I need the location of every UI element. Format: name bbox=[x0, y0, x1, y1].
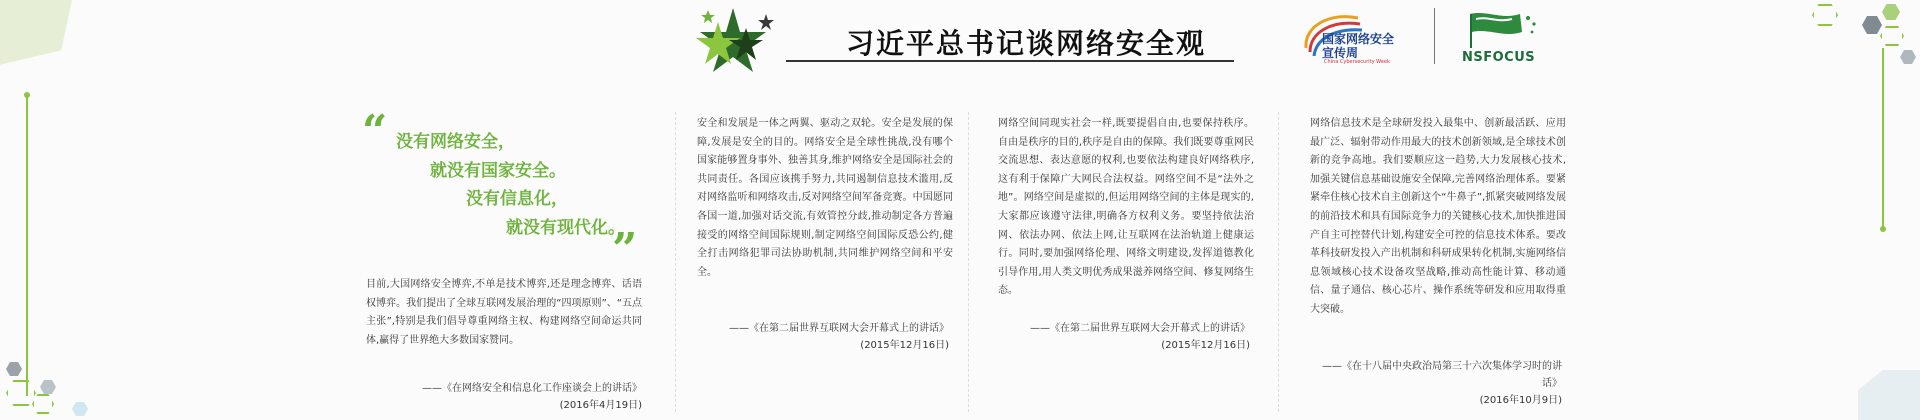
column-divider bbox=[968, 112, 969, 412]
left-vertical-line bbox=[26, 96, 28, 396]
column-divider bbox=[1278, 112, 1279, 412]
title-underline bbox=[786, 60, 1234, 62]
hexagon-outline-decoration bbox=[1812, 4, 1838, 26]
right-vertical-line bbox=[1882, 48, 1884, 228]
corner-decoration bbox=[1858, 370, 1920, 420]
column-4-source bbox=[1310, 358, 1562, 409]
source-date: (2016年4月19日) bbox=[559, 400, 642, 411]
column-3-text: 网络空间同现实社会一样,既要提倡自由,也要保持秩序。自由是秩序的目的,秩序是自由的保障。我们既要尊重网民交流思想、表达意愿的权利,也要依法构建良好网络秩序,这有利于保障广大网民合法权益。网络空间不是“法外之地”。网络空间是虚拟的,但运用网络空间的主体是现实的,大家都应该遵守法律,明确各方权利义务。要坚持依法治网、依法办网、依法上网,让互联网在法治轨道上健康运行。同时,要加强网络伦理、网络文明建设,发挥道德教化引导作用,用人类文明优秀成果滋养网络空间、修复网络生态。 bbox=[998, 118, 1254, 297]
source-date: (2015年12月16日) bbox=[1161, 340, 1250, 351]
quote-line: 没有信息化， bbox=[466, 189, 568, 209]
source-title: ——《在第二届世界互联网大会开幕式上的讲话》 bbox=[729, 323, 949, 334]
logo-divider bbox=[1434, 8, 1435, 64]
hexagon-outline-decoration bbox=[6, 380, 36, 406]
column-2-source bbox=[697, 320, 949, 354]
column-3-source bbox=[998, 320, 1250, 354]
source-title: ——《在第二届世界互联网大会开幕式上的讲话》 bbox=[1030, 323, 1250, 334]
corner-decoration bbox=[0, 0, 72, 72]
column-1-text: 目前,大国网络安全博弈,不单是技术博弈,还是理念博弈、话语权博弈。我们提出了全球互联网发展治理的“四项原则”、“五点主张”,特别是我们倡导尊重网络主权、构建网络空间命运共同体,赢得了世界绝大多数国家赞同。 bbox=[366, 279, 642, 346]
highlight-quote bbox=[364, 128, 625, 242]
quote-line: 没有网络安全， bbox=[396, 132, 515, 152]
quote-line: 就没有现代化。 bbox=[506, 217, 625, 238]
hexagon-outline-decoration bbox=[1880, 26, 1904, 46]
nsfocus-logo-text: NSFOCUS bbox=[1462, 50, 1536, 65]
page-title: 习近平总书记谈网络安全观 bbox=[846, 27, 1207, 60]
hexagon-decoration bbox=[1900, 50, 1916, 64]
source-title: ——《在十八届中央政治局第三十六次集体学习时的讲话》 bbox=[1322, 361, 1562, 389]
hexagon-decoration bbox=[72, 402, 88, 416]
column-4-text: 网络信息技术是全球研发投入最集中、创新最活跃、应用最广泛、辐射带动作用最大的技术创新领域,是全球技术创新的竞争高地。我们要顺应这一趋势,大力发展核心技术,加强关键信息基础设施安全保障,完善网络治理体系。要紧紧牵住核心技术自主创新这个“牛鼻子”,抓紧突破网络发展的前沿技术和具有国际竞争力的关键核心技术,加快推进国产自主可控替代计划,构建安全可控的信息技术体系。要改革科技研发投入产出机制和科研成果转化机制,实施网络信息领域核心技术设备攻坚战略,推动高性能计算、移动通信、量子通信、核心芯片、操作系统等研发和应用取得重大突破。 bbox=[1310, 118, 1566, 315]
hexagon-decoration bbox=[1862, 16, 1882, 34]
hexagon-decoration bbox=[1882, 4, 1900, 20]
logo-en-text: China Cybersecurity Week bbox=[1324, 59, 1390, 65]
column-1-source bbox=[366, 380, 642, 414]
column-2-text: 安全和发展是一体之两翼、驱动之双轮。安全是发展的保障,发展是安全的目的。网络安全是全球性挑战,没有哪个国家能够置身事外、独善其身,维护网络安全是国际社会的共同责任。各国应该携手努力,共同遏制信息技术滥用,反对网络监听和网络攻击,反对网络空间军备竞赛。中国愿同各国一道,加强对话交流,有效管控分歧,推动制定各方普遍接受的网络空间国际规则,制定网络空间国际反恐公约,健全打击网络犯罪司法协助机制,共同维护网络空间和平安全。 bbox=[697, 118, 953, 278]
hexagon-decoration bbox=[6, 362, 22, 376]
source-title: ——《在网络安全和信息化工作座谈会上的讲话》 bbox=[422, 383, 642, 394]
right-line-dot bbox=[1880, 226, 1886, 232]
quote-line: 就没有国家安全。 bbox=[430, 160, 566, 181]
source-date: (2015年12月16日) bbox=[860, 340, 949, 351]
source-date: (2016年10月9日) bbox=[1479, 395, 1562, 406]
quote-open-mark: “ bbox=[362, 106, 388, 157]
stars-logo-icon bbox=[688, 4, 778, 80]
quote-close-mark: ” bbox=[612, 224, 638, 275]
logo-cn-text: 国家网络安全 宣传周 bbox=[1322, 32, 1395, 60]
hexagon-decoration bbox=[40, 380, 56, 394]
hexagon-outline-decoration bbox=[32, 394, 54, 414]
left-line-dot bbox=[24, 92, 30, 98]
column-divider bbox=[675, 112, 676, 412]
